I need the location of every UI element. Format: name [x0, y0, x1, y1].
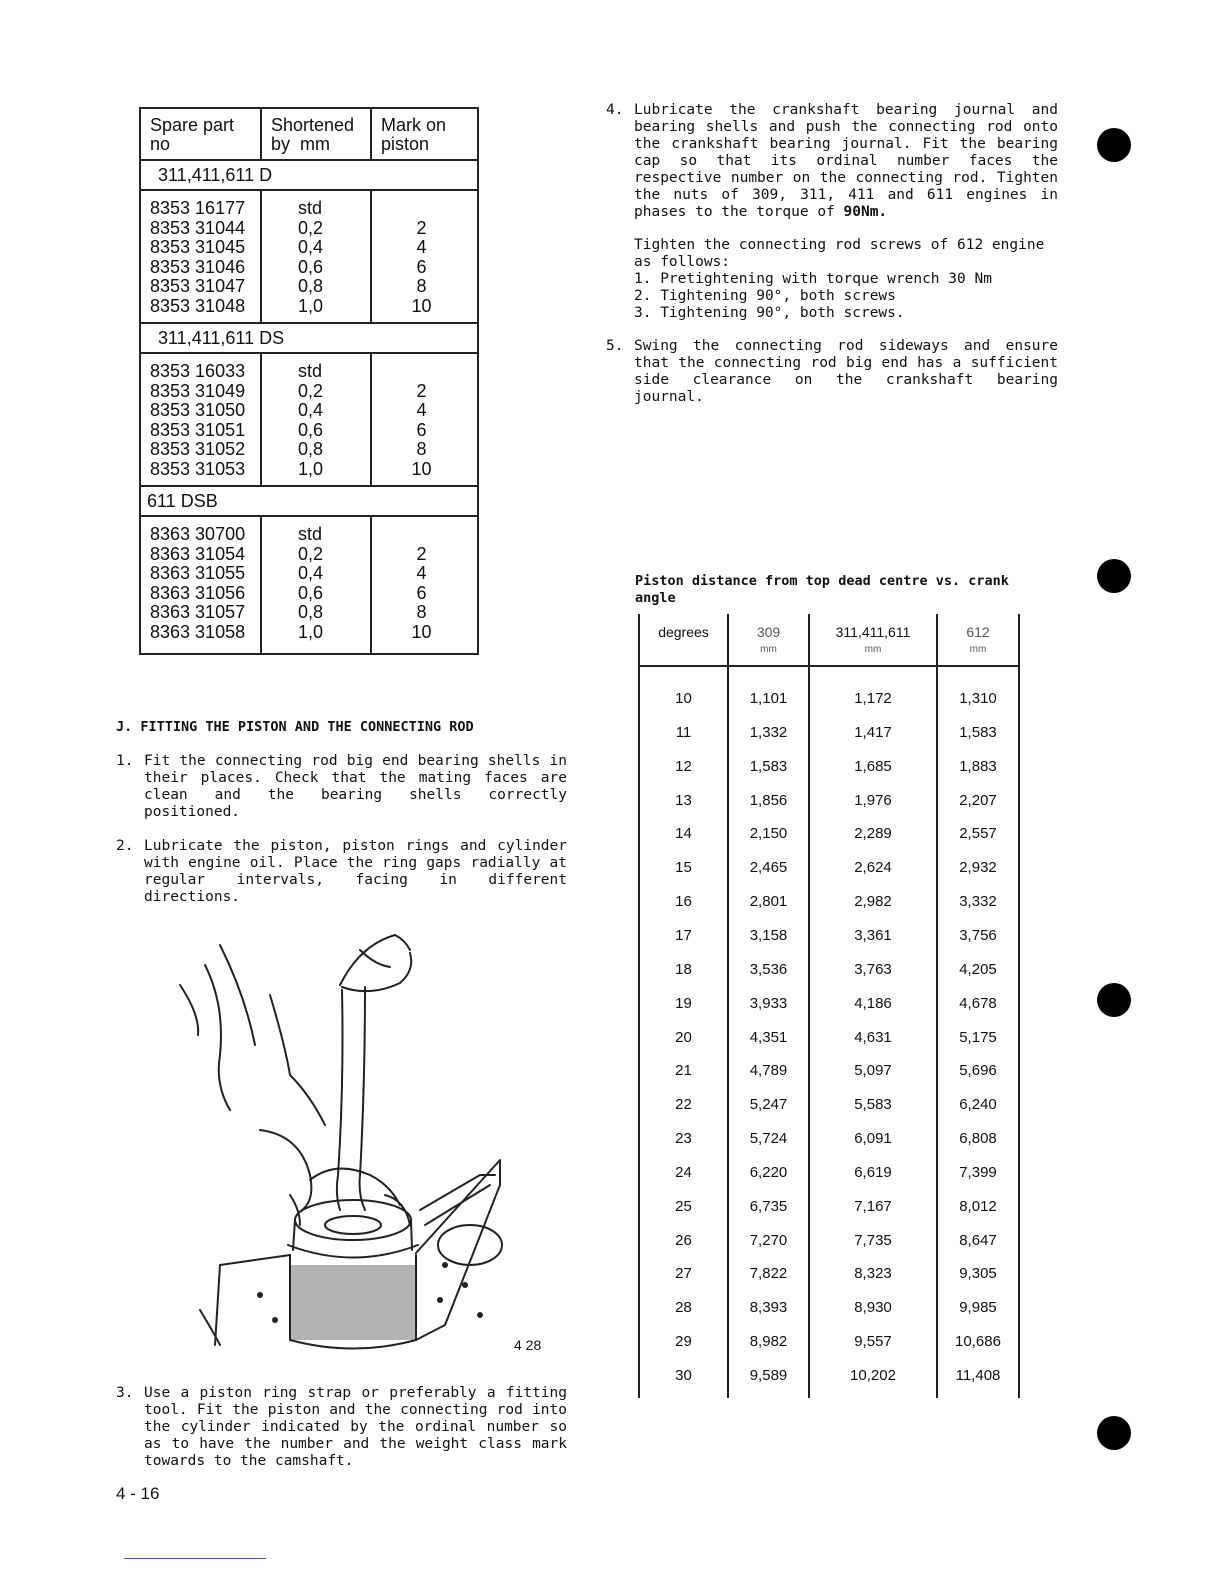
cell-degrees: 14 — [675, 825, 692, 843]
header-mark — [372, 109, 477, 159]
cell-degrees: 22 — [675, 1096, 692, 1114]
piston-mark: 2 — [416, 217, 427, 238]
header-612-unit: mm — [969, 644, 987, 655]
piston-distance-table — [638, 614, 1020, 1398]
cell-309: 3,158 — [749, 926, 788, 944]
cell-degrees: 13 — [675, 791, 692, 809]
cell-612: 1,310 — [959, 690, 997, 707]
cell-309: 1,332 — [749, 723, 788, 741]
shortened-mm: 0,6 — [298, 256, 324, 277]
table-row — [638, 690, 1020, 724]
shortened-mm: 0,6 — [298, 419, 324, 440]
cell-612: 9,305 — [959, 1265, 997, 1283]
part-number: 8353 31050 — [150, 400, 246, 420]
cell-degrees: 23 — [675, 1130, 692, 1148]
cell-degrees: 30 — [675, 1367, 692, 1384]
cell-309: 7,270 — [749, 1231, 788, 1249]
cell-612: 2,932 — [959, 859, 997, 877]
header-shortened-line2: by mm — [271, 134, 331, 154]
cell-311: 6,619 — [854, 1163, 892, 1181]
cell-311: 1,685 — [854, 757, 892, 775]
table-row — [638, 893, 1020, 927]
step-4-612-line: 3. Tightening 90°, both screws. — [634, 305, 905, 321]
step-4-torque: 90Nm. — [843, 204, 888, 220]
cell-degrees: 28 — [675, 1299, 692, 1317]
section-rows-dsb — [141, 517, 477, 653]
cell-612: 3,756 — [959, 926, 997, 944]
cell-degrees: 11 — [675, 723, 692, 741]
shortened-mm: 1,0 — [298, 295, 324, 316]
cell-degrees: 20 — [675, 1028, 692, 1046]
cell-309: 8,393 — [749, 1299, 788, 1317]
step-3-text: Use a piston ring strap or preferably a fitting tool. Fit the piston and the connecting rod into the cylinder indicated by the ordinal number so as to have the number and the weight class mark towards to the camshaft. — [144, 1385, 567, 1469]
header-309-unit: mm — [760, 644, 777, 655]
part-number: 8353 16033 — [150, 361, 246, 381]
piston-mark: 4 — [416, 400, 427, 420]
table-row — [638, 792, 1020, 826]
part-number: 8363 31058 — [150, 621, 246, 642]
cell-309: 1,583 — [749, 757, 788, 775]
shortened-mm: 0,2 — [298, 217, 324, 238]
cell-612: 7,399 — [959, 1163, 997, 1181]
cell-311: 4,631 — [854, 1028, 892, 1046]
cell-degrees: 12 — [675, 757, 692, 775]
table-row — [638, 825, 1020, 859]
cell-612: 4,678 — [959, 994, 997, 1012]
piston-mark: 10 — [411, 295, 432, 316]
part-number: 8363 31055 — [150, 563, 246, 583]
bottom-rule — [124, 1558, 266, 1559]
shortened-mm: 1,0 — [298, 458, 324, 479]
piston-mark: 10 — [411, 458, 432, 479]
table-row — [638, 724, 1020, 758]
header-612-label: 612 — [966, 624, 990, 640]
section-title-ds: 311,411,611 DS — [141, 324, 477, 354]
cell-degrees: 16 — [675, 893, 692, 911]
shortened-mm: 0,8 — [298, 602, 324, 622]
cell-311: 8,930 — [854, 1299, 892, 1317]
piston-mark — [372, 525, 471, 545]
header-309-label: 309 — [756, 624, 781, 640]
piston-mark: 8 — [416, 439, 427, 459]
cell-309: 3,933 — [749, 994, 788, 1012]
step-number: 1. — [116, 753, 134, 769]
table-row — [638, 995, 1020, 1029]
cell-612: 9,985 — [959, 1299, 997, 1317]
cell-309: 5,724 — [749, 1130, 788, 1148]
binder-hole — [1097, 559, 1131, 593]
piston-mark — [372, 362, 471, 382]
step-4-612-line: 2. Tightening 90°, both screws — [634, 288, 896, 304]
cell-612: 6,240 — [959, 1096, 997, 1114]
header-612 — [938, 624, 1018, 655]
header-degrees: degrees — [658, 624, 709, 640]
header-shortened — [262, 109, 372, 159]
cell-degrees: 18 — [675, 960, 692, 978]
table-row — [638, 1164, 1020, 1198]
cell-degrees: 19 — [675, 994, 692, 1012]
shortened-mm: std — [298, 524, 323, 544]
step-number: 3. — [116, 1385, 134, 1401]
shortened-mm: 1,0 — [298, 621, 324, 642]
table-row — [638, 1062, 1020, 1096]
cell-degrees: 10 — [675, 690, 692, 707]
piston-mark: 4 — [416, 237, 427, 257]
cell-311: 10,202 — [850, 1367, 896, 1384]
table-row — [638, 758, 1020, 792]
cell-309: 3,536 — [749, 960, 788, 978]
cell-309: 1,101 — [749, 690, 788, 707]
header-mark-line1: Mark on — [381, 115, 447, 135]
cell-309: 5,247 — [749, 1096, 788, 1114]
table-row — [638, 961, 1020, 995]
table-row — [638, 1265, 1020, 1299]
cell-311: 3,361 — [854, 926, 892, 944]
header-shortened-line1: Shortened — [271, 115, 355, 135]
cell-309: 8,982 — [749, 1333, 788, 1351]
header-spare-part-line2: no — [150, 134, 171, 154]
piston-fitting-illustration — [160, 925, 560, 1355]
figure-label: 4 28 — [514, 1337, 542, 1353]
header-311 — [810, 624, 936, 655]
cell-309: 6,735 — [749, 1197, 788, 1215]
table-row — [638, 1232, 1020, 1266]
table-row — [638, 1198, 1020, 1232]
table-row — [638, 1130, 1020, 1164]
cell-612: 2,557 — [959, 825, 997, 843]
table-row — [638, 1096, 1020, 1130]
piston-mark: 10 — [411, 621, 432, 642]
cell-612: 5,696 — [959, 1062, 997, 1080]
step-number: 5. — [606, 338, 624, 354]
shortened-mm: 0,4 — [298, 237, 324, 257]
cell-309: 1,856 — [749, 791, 788, 809]
cell-309: 4,351 — [749, 1028, 788, 1046]
part-number: 8353 31049 — [150, 380, 246, 401]
piston-mark: 6 — [416, 582, 427, 603]
cell-311: 1,976 — [854, 791, 892, 809]
section-rows-d — [141, 191, 477, 324]
cell-309: 4,789 — [749, 1062, 788, 1080]
cell-612: 4,205 — [959, 960, 997, 978]
cell-degrees: 25 — [675, 1197, 692, 1215]
table-row — [638, 1029, 1020, 1063]
cell-311: 2,289 — [854, 825, 892, 843]
cell-311: 5,583 — [854, 1096, 892, 1114]
header-spare-part — [141, 109, 262, 159]
distance-table-title: Piston distance from top dead centre vs. crank angle — [635, 573, 1009, 606]
piston-mark: 8 — [416, 602, 427, 622]
header-309 — [729, 624, 808, 655]
cell-degrees: 17 — [675, 926, 692, 944]
step-number: 2. — [116, 838, 134, 854]
cell-309: 7,822 — [749, 1265, 788, 1283]
binder-hole — [1097, 1416, 1131, 1450]
shortened-mm: std — [298, 198, 323, 218]
cell-309: 2,150 — [749, 825, 788, 843]
table-row — [638, 1367, 1020, 1401]
cell-612: 8,012 — [959, 1197, 997, 1215]
table-row — [638, 1299, 1020, 1333]
cell-311: 2,982 — [854, 893, 892, 911]
header-311-label: 311,411,611 — [835, 624, 911, 640]
piston-mark: 6 — [416, 419, 427, 440]
piston-mark: 6 — [416, 256, 427, 277]
table-header-rule — [638, 665, 1020, 667]
cell-311: 4,186 — [854, 994, 892, 1012]
piston-mark: 2 — [416, 543, 427, 564]
shortened-mm: 0,2 — [298, 380, 324, 401]
piston-mark: 8 — [416, 276, 427, 296]
page-number: 4 - 16 — [116, 1484, 160, 1503]
shortened-mm: std — [298, 361, 323, 381]
cell-311: 2,624 — [854, 859, 892, 877]
cell-309: 2,801 — [749, 893, 788, 911]
piston-mark: 4 — [416, 563, 427, 583]
cell-311: 7,167 — [854, 1197, 892, 1215]
cell-311: 1,172 — [854, 690, 892, 707]
cell-degrees: 26 — [675, 1231, 692, 1249]
spare-table-header — [141, 109, 477, 161]
cell-311: 3,763 — [854, 960, 892, 978]
cell-degrees: 24 — [675, 1163, 692, 1181]
header-spare-part-line1: Spare part — [150, 115, 235, 135]
step-number: 4. — [606, 102, 624, 118]
part-number: 8363 31054 — [150, 543, 246, 564]
part-number: 8353 31047 — [150, 276, 246, 296]
shortened-mm: 0,8 — [298, 439, 324, 459]
cell-degrees: 15 — [675, 859, 692, 877]
section-title-d: 311,411,611 D — [141, 161, 477, 191]
shortened-mm: 0,2 — [298, 543, 324, 564]
cell-degrees: 29 — [675, 1333, 692, 1351]
step-4-body: Lubricate the crankshaft bearing journal and bearing shells and push the connecting rod onto the crankshaft bearing journal. Fit the bearing cap so that its ordinal number faces the respective number on the connecting rod. Tighten the nuts of 309, 311, 411 and 611 engines in phases to the torque of — [634, 102, 1058, 220]
shortened-mm: 0,4 — [298, 563, 324, 583]
part-number: 8353 31044 — [150, 217, 246, 238]
step-4-612-intro: Tighten the connecting rod screws of 612 engine as follows: — [634, 237, 1045, 270]
part-number: 8353 31053 — [150, 458, 246, 479]
cell-degrees: 21 — [675, 1062, 692, 1080]
header-mark-line2: piston — [381, 134, 430, 154]
section-rows-ds — [141, 354, 477, 487]
cell-311: 9,557 — [854, 1333, 892, 1351]
cell-612: 8,647 — [959, 1231, 997, 1249]
binder-hole — [1097, 983, 1131, 1017]
step-4-text — [634, 102, 1058, 221]
cell-311: 6,091 — [854, 1130, 892, 1148]
cell-612: 5,175 — [959, 1028, 997, 1046]
part-number: 8353 31046 — [150, 256, 246, 277]
table-row — [638, 1333, 1020, 1367]
shortened-mm: 0,6 — [298, 582, 324, 603]
table-row — [638, 927, 1020, 961]
part-number: 8353 31052 — [150, 439, 246, 459]
part-number: 8353 31045 — [150, 237, 246, 257]
shortened-mm: 0,8 — [298, 276, 324, 296]
section-title-dsb: 611 DSB — [141, 487, 477, 517]
cell-degrees: 27 — [675, 1265, 692, 1283]
cell-311: 1,417 — [854, 723, 892, 741]
part-number: 8363 30700 — [150, 524, 246, 544]
piston-mark: 2 — [416, 380, 427, 401]
cell-612: 6,808 — [959, 1130, 997, 1148]
step-1-text: Fit the connecting rod big end bearing shells in their places. Check that the mating faces are clean and the bearing shells correctly positioned. — [144, 753, 567, 820]
header-311-unit: mm — [864, 644, 882, 655]
spare-parts-table — [139, 107, 479, 655]
step-4-612-instructions — [634, 237, 1058, 322]
part-number: 8363 31056 — [150, 582, 246, 603]
cell-612: 1,883 — [959, 757, 997, 775]
step-2-text: Lubricate the piston, piston rings and cylinder with engine oil. Place the ring gaps radially at regular intervals, facing in different directions. — [144, 838, 567, 905]
cell-309: 9,589 — [749, 1367, 788, 1384]
cell-612: 2,207 — [959, 791, 997, 809]
step-5-text: Swing the connecting rod sideways and ensure that the connecting rod big end has a sufficient side clearance on the crankshaft bearing journal. — [634, 338, 1058, 405]
step-4-612-line: 1. Pretightening with torque wrench 30 Nm — [634, 271, 992, 287]
cell-311: 5,097 — [854, 1062, 892, 1080]
cell-309: 6,220 — [749, 1163, 788, 1181]
binder-hole — [1097, 128, 1131, 162]
cell-612: 1,583 — [959, 723, 997, 741]
part-number: 8353 16177 — [150, 198, 246, 218]
cell-612: 10,686 — [955, 1333, 1001, 1351]
part-number: 8363 31057 — [150, 602, 246, 622]
cell-612: 11,408 — [955, 1367, 1001, 1384]
cell-612: 3,332 — [959, 893, 997, 911]
part-number: 8353 31051 — [150, 419, 246, 440]
cell-311: 8,323 — [854, 1265, 892, 1283]
part-number: 8353 31048 — [150, 295, 246, 316]
section-heading: J. FITTING THE PISTON AND THE CONNECTING ROD — [116, 719, 474, 735]
table-row — [638, 859, 1020, 893]
cell-311: 7,735 — [854, 1231, 892, 1249]
cell-309: 2,465 — [749, 859, 788, 877]
shortened-mm: 0,4 — [298, 400, 324, 420]
piston-mark — [372, 199, 471, 219]
